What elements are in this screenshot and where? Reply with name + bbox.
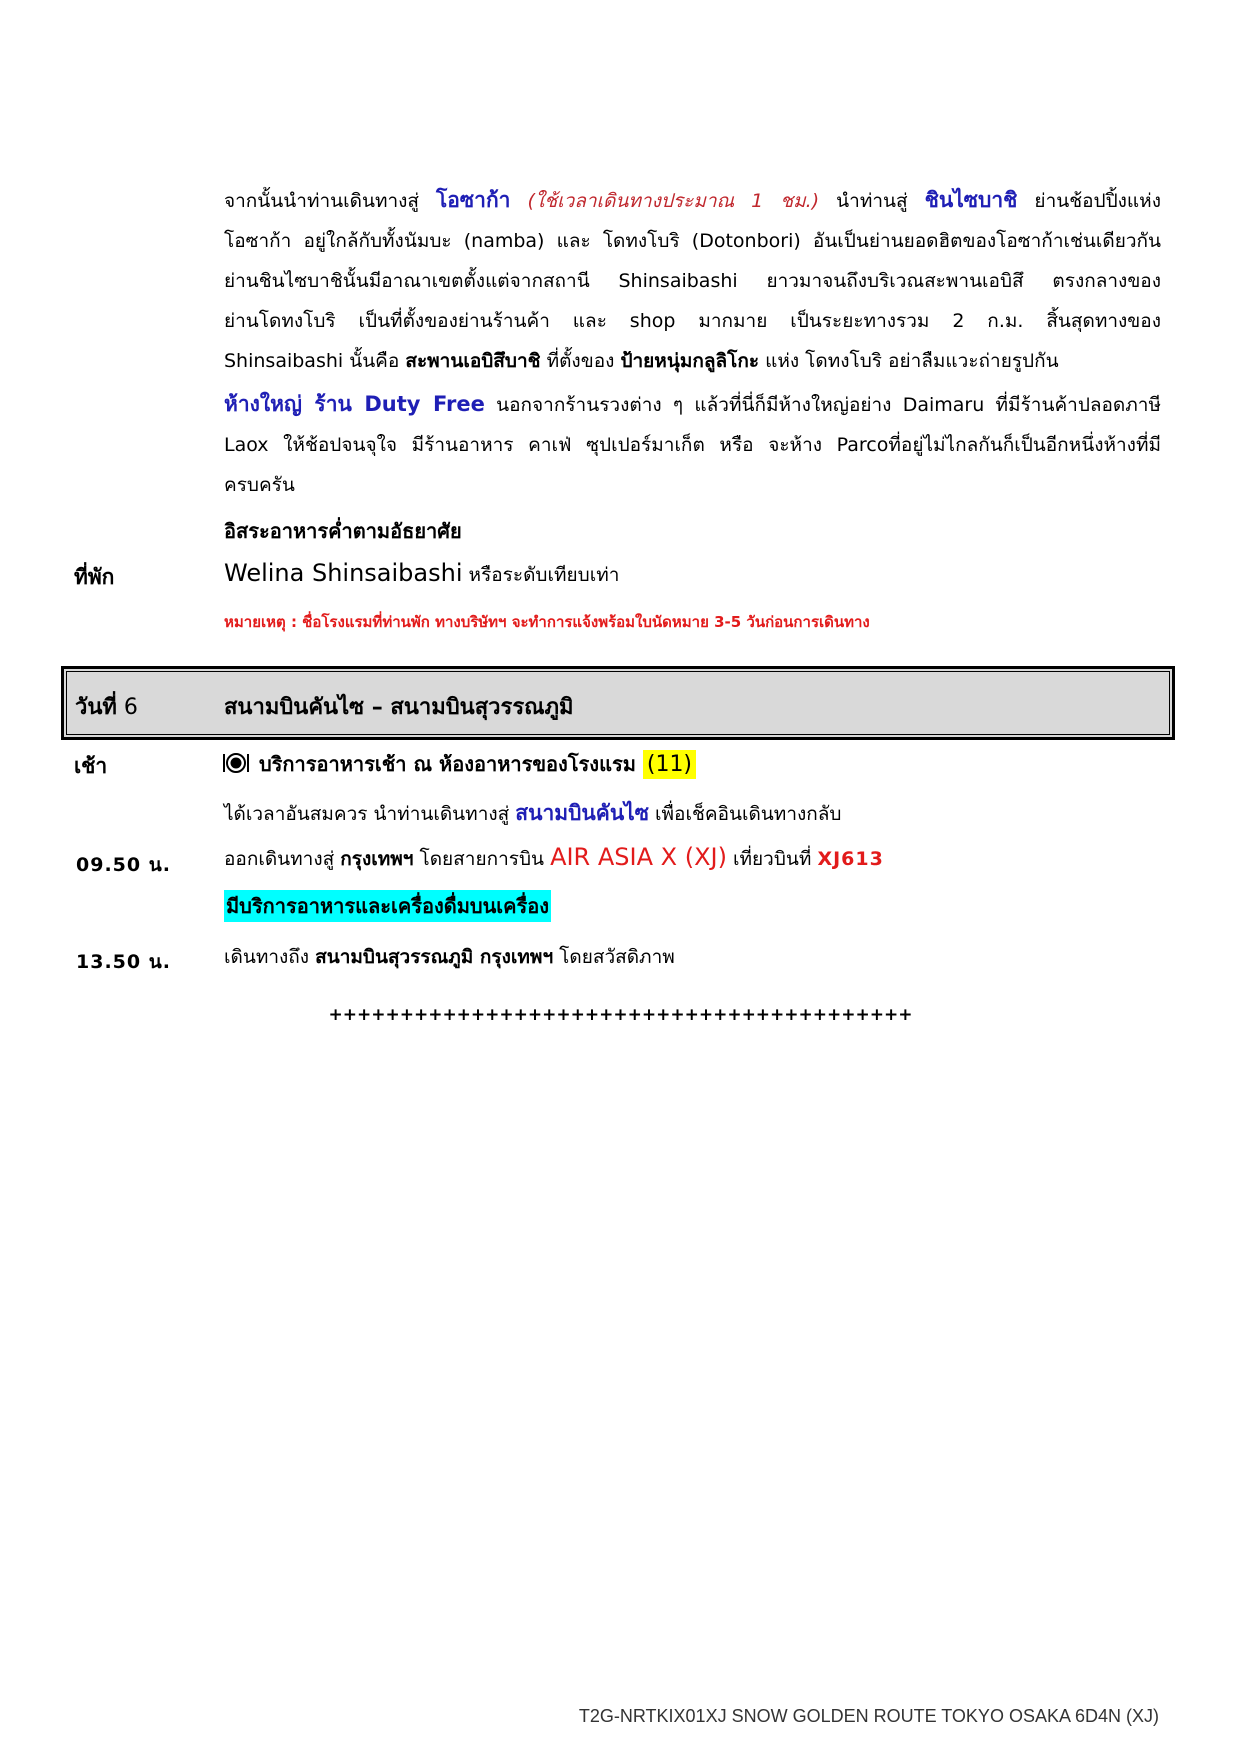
place-kansai-airport: สนามบินคันไซ [515,801,649,825]
day-label-text: วันที่ [75,695,117,720]
hotel-note: หมายเหตุ : ชื่อโรงแรมที่ท่านพัก ทางบริษัทฯ จะทำการแจ้งพร้อมใบนัดหมาย 3-5 วันก่อนการเดินทาง [224,613,870,631]
text: โดยสวัสดิภาพ [553,946,675,968]
text: จากนั้นนำท่านเดินทางสู่ [224,190,437,212]
para1-line5 [224,341,1161,381]
arrival-line [224,942,675,972]
text: นำท่านสู่ [819,190,925,212]
paragraph-osaka [224,180,1161,381]
onboard-service [224,890,551,922]
text: เที่ยวบินที่ [726,848,818,870]
flight-line [224,843,884,874]
para2-line3: ครบครัน [224,474,295,496]
meal-code-badge: (11) [643,750,696,779]
hotel-name: Welina Shinsaibashi [224,559,463,587]
flight-number: XJ613 [817,848,884,870]
text: แห่ง โดทงโบริ อย่าลืมแวะถ่ายรูปกัน [759,350,1059,372]
text: ย่านช้อปปิ้งแห่ง [1017,190,1161,212]
airline-name: AIR ASIA X (XJ) [550,843,727,871]
hotel-suffix: หรือระดับเทียบเท่า [462,564,620,586]
day-number: 6 [123,695,138,720]
morning-label: เช้า [74,754,108,778]
text: Shinsaibashi นั้นคือ [224,350,406,372]
day-header [63,668,1173,738]
footer-code: T2G-NRTKIX01XJ SNOW GOLDEN ROUTE TOKYO OSAKA 6D4N (XJ) [578,1706,1159,1726]
onboard-text: มีบริการอาหารและเครื่องดื่มบนเครื่อง [224,890,551,922]
place-ebisu-bridge: สะพานเอบิสึบาชิ [405,350,541,372]
hotel-line [224,559,619,590]
text: ออกเดินทางสู่ [224,848,341,870]
para1-line4: ย่านโดทงโบริ เป็นที่ตั้งของย่านร้านค้า และ shop มากมาย เป็นระยะทางรวม 2 ก.ม. สิ้นสุดทางของ [224,310,1161,332]
para2-line1 [224,384,1161,425]
breakfast-text: บริการอาหารเช้า ณ ห้องอาหารของโรงแรม [258,752,636,776]
text: ที่ตั้งของ [540,350,621,372]
plate-fork-knife-icon [222,751,252,780]
end-divider: +++++++++++++++++++++++++++++++++++++++++ [328,1005,913,1025]
text: เพื่อเช็คอินเดินทางกลับ [649,803,842,825]
text: ได้เวลาอันสมควร นำท่านเดินทางสู่ [224,803,516,825]
para1-line2: โอซาก้า อยู่ใกล้กับทั้งนัมบะ (namba) และ โดทงโบริ (Dotonbori) อันเป็นย่านยอดฮิตของโอซาก้าเช่นเดียวกัน [224,230,1161,252]
time-1350: 13.50 น. [76,951,171,973]
text: นอกจากร้านรวงต่าง ๆ แล้วที่นี่ก็มีห้างใหญ่อย่าง Daimaru ที่มีร้านค้าปลอดภาษี [484,394,1161,416]
para1-line3: ย่านชินไซบาชินั้นมีอาณาเขตตั้งแต่จากสถานี Shinsaibashi ยาวมาจนถึงบริเวณสะพานเอบิสึ ตรงกลางของ [224,270,1161,292]
paragraph-duty-free [224,384,1161,505]
place-bangkok: กรุงเทพฯ [340,848,414,870]
place-glico-sign: ป้ายหนุ่มกลูลิโกะ [620,350,760,372]
para2-line2: Laox ให้ช้อปจนจุใจ มีร้านอาหาร คาเฟ่ ซุปเปอร์มาเก็ต หรือ จะห้าง Parcoที่อยู่ไม่ไกลกันก็เป็นอีกหนึ่งห้างที่มี [224,434,1161,456]
time-0950: 09.50 น. [76,854,171,876]
hotel-label: ที่พัก [74,565,115,589]
place-osaka: โอซาก้า [436,188,511,212]
breakfast-line [222,748,696,780]
duty-free-heading: ห้างใหญ่ ร้าน Duty Free [224,392,485,416]
checkin-line [224,797,841,830]
text: โดยสายการบิน [413,848,551,870]
day-label [75,689,138,724]
place-shinsaibashi: ชินไซบาชิ [924,188,1018,212]
place-suvarnabhumi: สนามบินสุวรรณภูมิ กรุงเทพฯ [315,946,554,968]
day-title: สนามบินคันไซ – สนามบินสุวรรณภูมิ [224,695,574,720]
dinner-note: อิสระอาหารค่ำตามอัธยาศัย [224,519,462,543]
para1-line1 [224,180,1161,221]
text: เดินทางถึง [224,946,316,968]
travel-time-note: (ใช้เวลาเดินทางประมาณ 1 ชม.) [510,190,820,212]
